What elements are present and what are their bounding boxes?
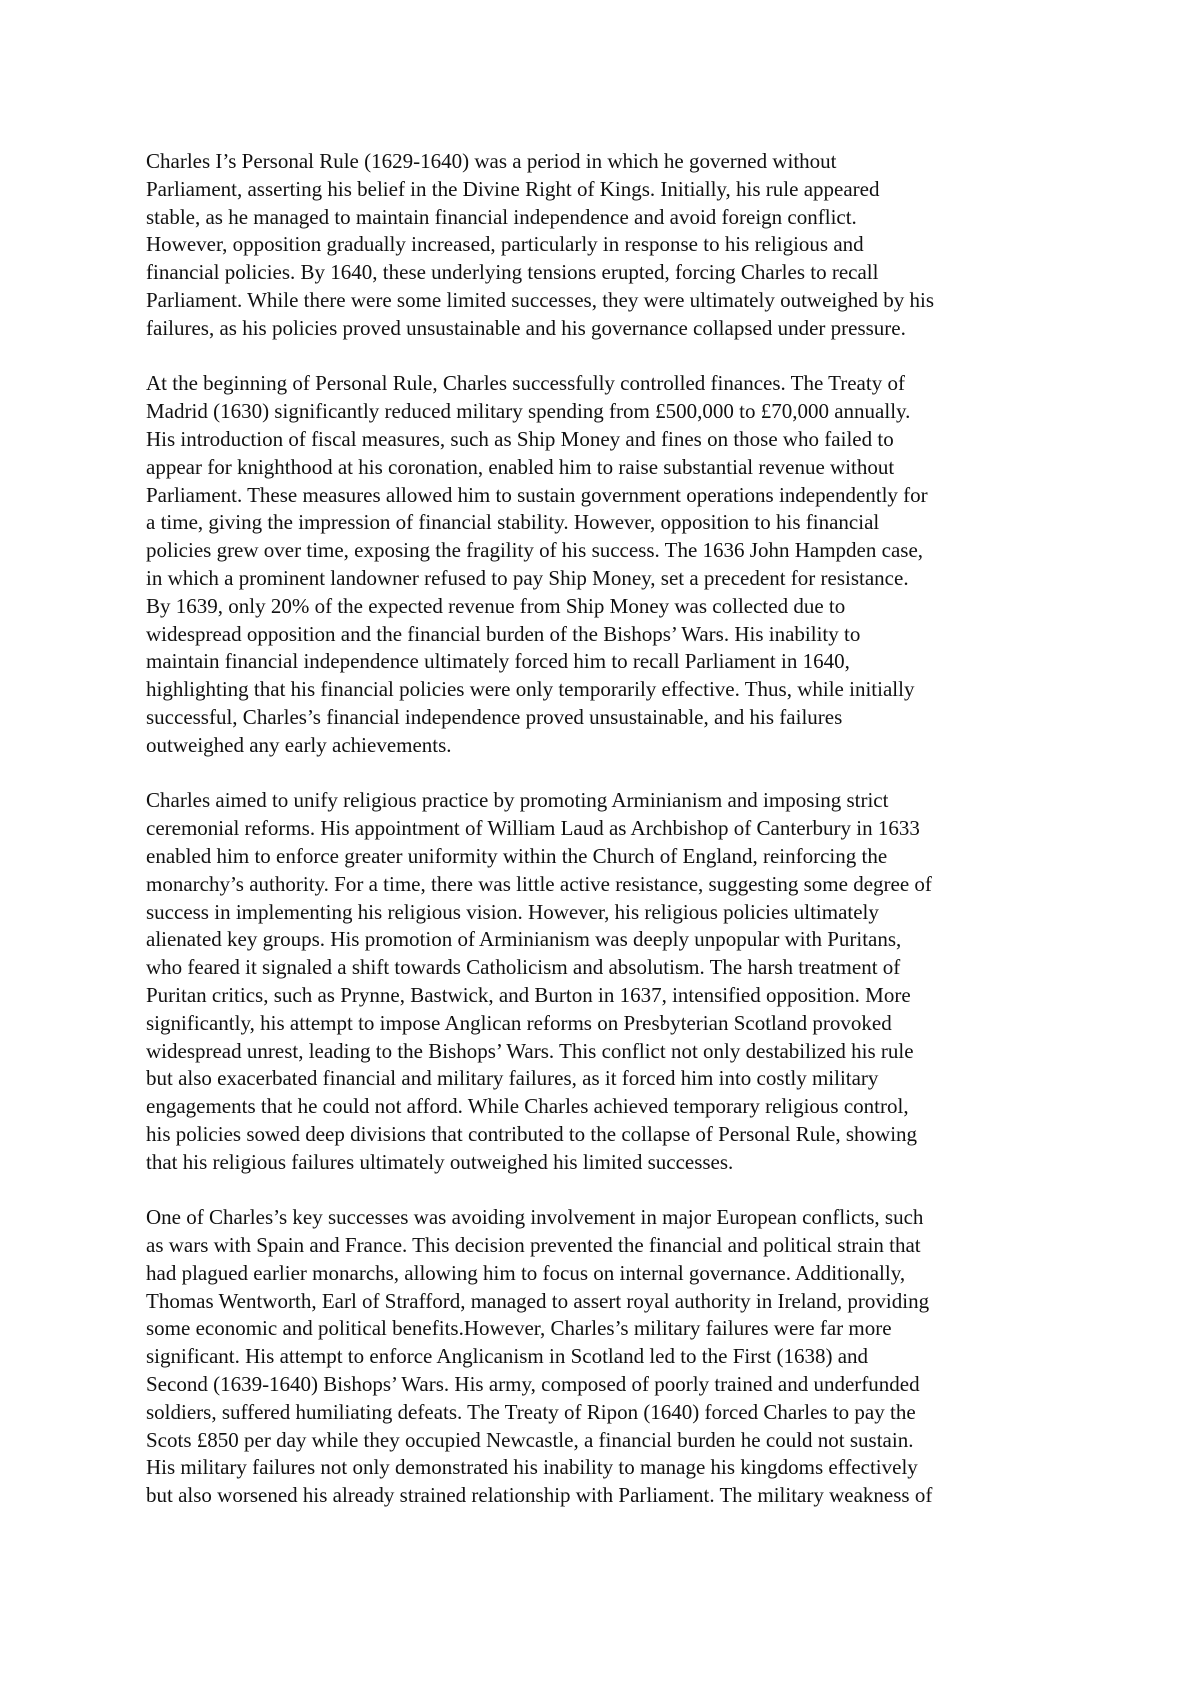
text-line: Second (1639-1640) Bishops’ Wars. His army, composed of poorly trained and underfunded	[146, 1372, 920, 1397]
paragraph-religion	[146, 787, 1066, 1176]
text-line: some economic and political benefits.However, Charles’s military failures were far more	[146, 1316, 892, 1341]
text-line: Thomas Wentworth, Earl of Strafford, managed to assert royal authority in Ireland, providing	[146, 1288, 930, 1313]
text-line: monarchy’s authority. For a time, there was little active resistance, suggesting some degree of	[146, 871, 932, 896]
text-line: Madrid (1630) significantly reduced military spending from £500,000 to £70,000 annually.	[146, 399, 911, 424]
text-line: who feared it signaled a shift towards Catholicism and absolutism. The harsh treatment of	[146, 955, 901, 980]
document-body	[146, 148, 1066, 1538]
text-line: significantly, his attempt to impose Anglican reforms on Presbyterian Scotland provoked	[146, 1010, 892, 1035]
text-line: His military failures not only demonstrated his inability to manage his kingdoms effectively	[146, 1455, 918, 1480]
text-line: Parliament. While there were some limited successes, they were ultimately outweighed by his	[146, 287, 935, 312]
text-line: appear for knighthood at his coronation, enabled him to raise substantial revenue without	[146, 454, 895, 479]
text-line: successful, Charles’s financial independence proved unsustainable, and his failures	[146, 704, 843, 729]
paragraph-foreign-policy	[146, 1204, 1066, 1510]
text-line: ceremonial reforms. His appointment of William Laud as Archbishop of Canterbury in 1633	[146, 816, 920, 841]
text-line: At the beginning of Personal Rule, Charles successfully controlled finances. The Treaty of	[146, 371, 905, 396]
text-line: soldiers, suffered humiliating defeats. The Treaty of Ripon (1640) forced Charles to pay the	[146, 1399, 916, 1424]
text-line: However, opposition gradually increased, particularly in response to his religious and	[146, 232, 864, 257]
text-line: highlighting that his financial policies were only temporarily effective. Thus, while initially	[146, 677, 915, 702]
text-line: success in implementing his religious vision. However, his religious policies ultimately	[146, 899, 879, 924]
text-line: his policies sowed deep divisions that contributed to the collapse of Personal Rule, showing	[146, 1121, 918, 1146]
text-line: engagements that he could not afford. While Charles achieved temporary religious control,	[146, 1094, 909, 1119]
text-line: significant. His attempt to enforce Anglicanism in Scotland led to the First (1638) and	[146, 1344, 869, 1369]
paragraph-introduction	[146, 148, 1066, 343]
text-line: but also worsened his already strained relationship with Parliament. The military weakness of	[146, 1483, 933, 1508]
text-line: One of Charles’s key successes was avoiding involvement in major European conflicts, such	[146, 1205, 924, 1230]
text-line: as wars with Spain and France. This decision prevented the financial and political strain that	[146, 1233, 921, 1258]
text-line: widespread opposition and the financial burden of the Bishops’ Wars. His inability to	[146, 621, 861, 646]
text-line: policies grew over time, exposing the fragility of his success. The 1636 John Hampden case,	[146, 538, 924, 563]
text-line: By 1639, only 20% of the expected revenue from Ship Money was collected due to	[146, 593, 846, 618]
text-line: a time, giving the impression of financial stability. However, opposition to his financial	[146, 510, 880, 535]
text-line: in which a prominent landowner refused to pay Ship Money, set a precedent for resistance.	[146, 565, 909, 590]
text-line: Charles aimed to unify religious practice by promoting Arminianism and imposing strict	[146, 788, 889, 813]
text-line: maintain financial independence ultimately forced him to recall Parliament in 1640,	[146, 649, 850, 674]
text-line: Scots £850 per day while they occupied Newcastle, a financial burden he could not sustain.	[146, 1427, 914, 1452]
text-line: alienated key groups. His promotion of Arminianism was deeply unpopular with Puritans,	[146, 927, 902, 952]
paragraph-finances	[146, 370, 1066, 759]
text-line: Parliament. These measures allowed him to sustain government operations independently for	[146, 482, 928, 507]
text-line: that his religious failures ultimately outweighed his limited successes.	[146, 1149, 734, 1174]
text-line: financial policies. By 1640, these underlying tensions erupted, forcing Charles to recall	[146, 260, 879, 285]
text-line: enabled him to enforce greater uniformity within the Church of England, reinforcing the	[146, 843, 888, 868]
text-line: but also exacerbated financial and military failures, as it forced him into costly military	[146, 1066, 879, 1091]
text-line: Charles I’s Personal Rule (1629-1640) was a period in which he governed without	[146, 149, 837, 173]
text-line: outweighed any early achievements.	[146, 732, 452, 757]
text-line: Parliament, asserting his belief in the Divine Right of Kings. Initially, his rule appeared	[146, 176, 880, 201]
text-line: had plagued earlier monarchs, allowing him to focus on internal governance. Additionally,	[146, 1260, 906, 1285]
text-line: widespread unrest, leading to the Bishops’ Wars. This conflict not only destabilized his rule	[146, 1038, 914, 1063]
text-line: His introduction of fiscal measures, such as Ship Money and fines on those who failed to	[146, 426, 894, 451]
text-line: stable, as he managed to maintain financial independence and avoid foreign conflict.	[146, 204, 857, 229]
text-line: Puritan critics, such as Prynne, Bastwick, and Burton in 1637, intensified opposition. More	[146, 982, 911, 1007]
text-line: failures, as his policies proved unsustainable and his governance collapsed under pressure.	[146, 315, 906, 340]
